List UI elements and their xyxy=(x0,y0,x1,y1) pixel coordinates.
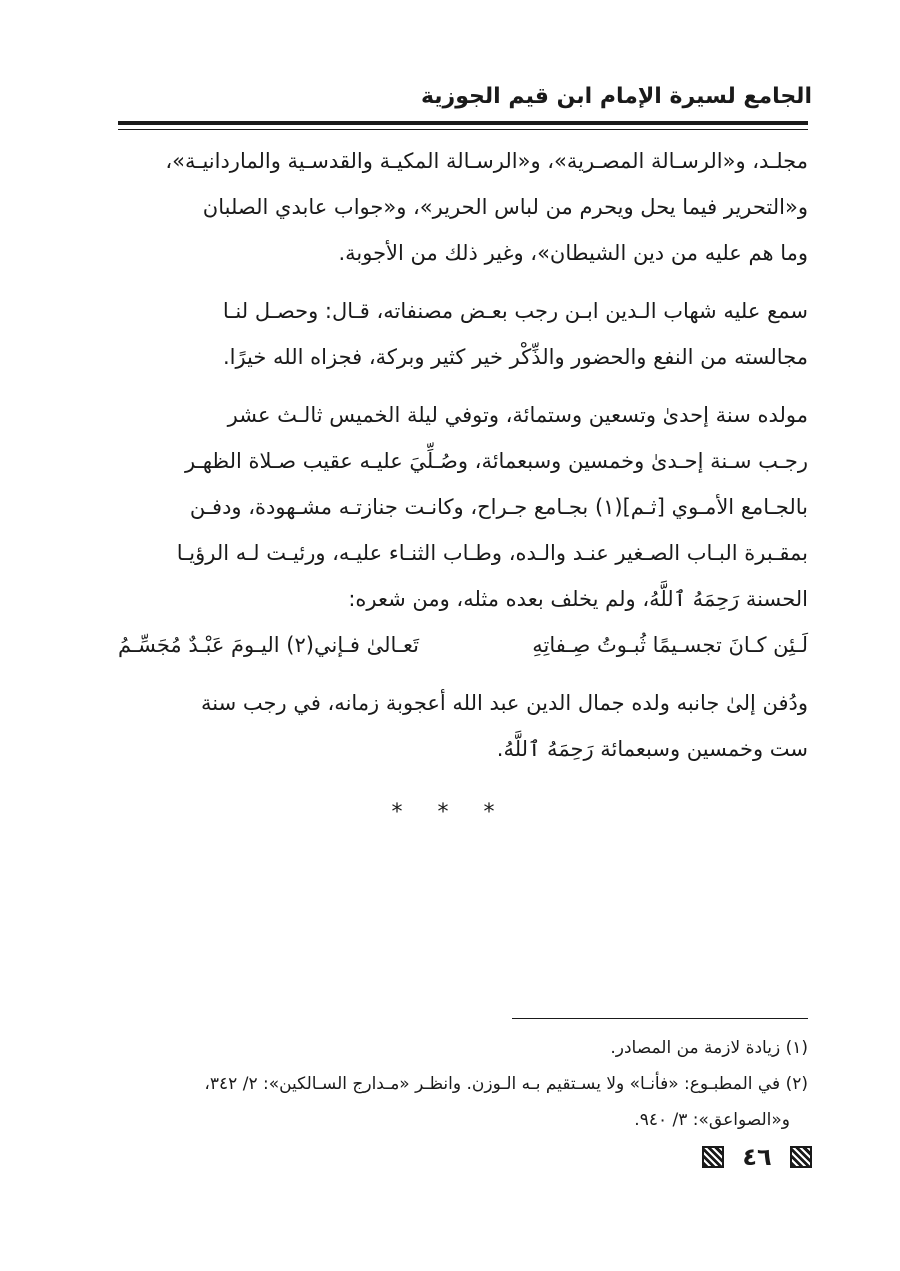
text-line: مجلـد، و«الرسـالة المصـرية»، و«الرسـالة المكيـة والقدسـية والماردانيـة»، xyxy=(165,149,808,173)
text-line: بمقـبرة البـاب الصـغير عنـد والـده، وطـاب الثنـاء عليـه، ورئيـت لـه الرؤيـا xyxy=(176,541,808,565)
header-rule-thin xyxy=(118,129,808,130)
page-body xyxy=(118,138,808,772)
verse-second-hemistich: تَعـالىٰ فـإني(٢) اليـومَ عَبْـدٌ مُجَسِّـمُ xyxy=(118,633,420,657)
text-line: الحسنة رَحِمَهُ ٱللَّهُ، ولم يخلف بعده مثله، ومن شعره: xyxy=(348,587,808,611)
text-line: مولده سنة إحدىٰ وتسعين وستمائة، وتوفي ليلة الخميس ثالـث عشر xyxy=(227,403,808,427)
verse-first-hemistich: لَـئِن كـانَ تجسـيمًا ثُبـوتُ صِـفاتِهِ xyxy=(532,633,808,657)
text-line: و«التحرير فيما يحل ويحرم من لباس الحرير»، و«جواب عابدي الصلبان xyxy=(202,195,808,219)
footnote-1: (١) زيادة لازمة من المصادر. xyxy=(610,1038,808,1058)
footnote-rule xyxy=(512,1018,808,1019)
text-line: مجالسته من النفع والحضور والذِّكْر خير كثير وبركة، فجزاه الله خيرًا. xyxy=(222,345,808,369)
text-line: ست وخمسين وسبعمائة رَحِمَهُ ٱللَّهُ. xyxy=(496,737,808,761)
footnotes xyxy=(118,1030,808,1138)
paragraph-works-list xyxy=(118,138,808,276)
ornament-icon xyxy=(790,1146,812,1168)
header-rule-thick xyxy=(118,121,808,125)
text-line: بالجـامع الأمـوي [ثـم](١) بجـامع جـراح، وكانـت جنازتـه مشـهودة، ودفـن xyxy=(189,495,808,519)
footnote-2-continuation: و«الصواعق»: ٣/ ٩٤٠. xyxy=(634,1110,790,1130)
text-line: سمع عليه شهاب الـدين ابـن رجب بعـض مصنفاته، قـال: وحصـل لنـا xyxy=(222,299,808,323)
paragraph-son-burial xyxy=(118,680,808,772)
running-header-title: الجامع لسيرة الإمام ابن قيم الجوزية xyxy=(420,84,812,109)
ornament-icon xyxy=(702,1146,724,1168)
text-line: رجـب سـنة إحـدىٰ وخمسين وسبعمائة، وصُـلِّيَ عليـه عقيب صـلاة الظهـر xyxy=(184,449,808,473)
text-line: وما هم عليه من دين الشيطان»، وغير ذلك من الأجوبة. xyxy=(338,241,808,265)
paragraph-birth-death xyxy=(118,392,808,622)
section-separator: * * * xyxy=(391,800,509,825)
footnote-2: (٢) في المطبـوع: «فأنـا» ولا يسـتقيم بـه الـوزن. وانظـر «مـدارج السـالكين»: ٢/ ٣٤٢، xyxy=(204,1074,808,1094)
paragraph-ibn-rajab xyxy=(118,288,808,380)
poetry-verse xyxy=(118,622,808,668)
page-number-block xyxy=(702,1142,812,1172)
text-line: ودُفن إلىٰ جانبه ولده جمال الدين عبد الله أعجوبة زمانه، في رجب سنة xyxy=(201,691,808,715)
page-number: ٤٦ xyxy=(742,1143,772,1171)
